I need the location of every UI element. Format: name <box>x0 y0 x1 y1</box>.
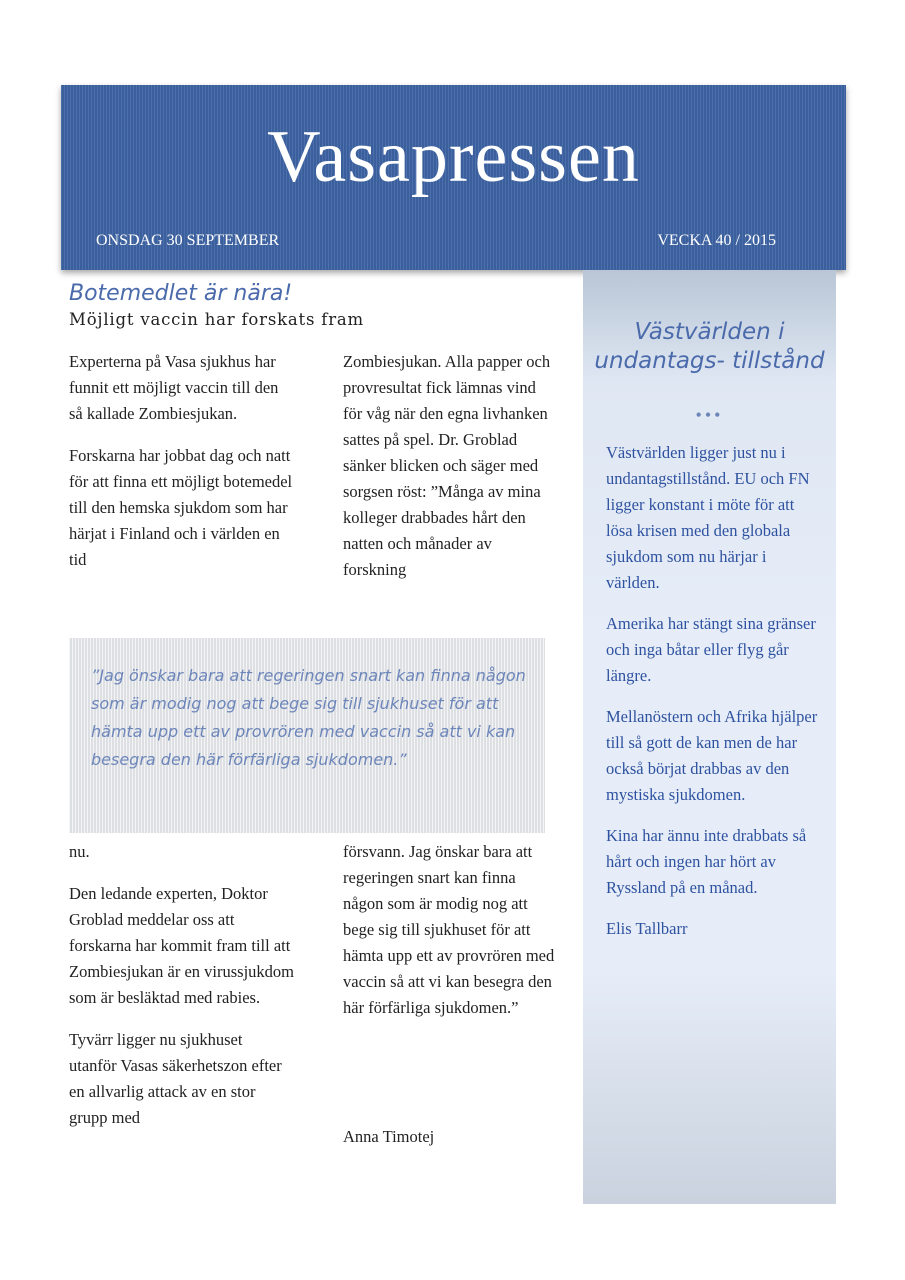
sidebar-author: Elis Tallbarr <box>606 919 688 938</box>
issue-week: VECKA 40 / 2015 <box>657 232 776 249</box>
sidebar-divider-dots: ••• <box>695 405 724 425</box>
sidebar-paragraph: Amerika har stängt sina gränser och inga båtar eller flyg går längre. <box>606 614 816 685</box>
article-subheadline: Möjligt vaccin har forskats fram <box>69 310 364 329</box>
sidebar-body <box>606 440 821 957</box>
article-column-1 <box>69 349 294 589</box>
sidebar-paragraph: Mellanöstern och Afrika hjälper till så gott de kan men de har också börjat drabbas av den mystiska sjukdomen. <box>606 707 818 804</box>
pull-quote <box>69 638 545 833</box>
sidebar <box>583 270 836 1204</box>
sidebar-paragraph: Kina har ännu inte drabbats så hårt och ingen har hört av Ryssland på en månad. <box>606 826 807 897</box>
article-paragraph: försvann. Jag önskar bara att regeringen snart kan finna någon som är modig nog att bege sig till sjukhuset för att hämta upp ett av provrören med vaccin så att vi kan besegra den här förfärliga sjukdomen.” <box>343 842 555 1017</box>
article-paragraph: Tyvärr ligger nu sjukhuset utanför Vasas säkerhetszon efter en allvarlig attack av en stor grupp med <box>69 1030 282 1127</box>
article-paragraph: Zombiesjukan. Alla papper och provresultat fick lämnas vind för våg när den egna livhanken sattes på spel. Dr. Groblad sänker blicken och säger med sorgsen röst: ”Många av mina kolleger drabbades hårt den natten och månader av forskning <box>343 352 551 579</box>
article-paragraph: Den ledande experten, Doktor Groblad meddelar oss att forskarna har kommit fram till att Zombiesjukan är en virussjukdom som är besläktad med rabies. <box>69 884 295 1007</box>
sidebar-paragraph: Västvärlden ligger just nu i undantagstillstånd. EU och FN ligger konstant i möte för att lösa krisen med den globala sjukdom som nu härjar i världen. <box>606 443 810 592</box>
article-author: Anna Timotej <box>343 1127 435 1146</box>
article-column-4 <box>343 839 555 1037</box>
pull-quote-text: ”Jag önskar bara att regeringen snart kan finna någon som är modig nog att bege sig till sjukhuset för att hämta upp ett av provrören med vaccin så att vi kan besegra den här förfärliga sjukdomen.” <box>91 666 526 769</box>
article-headline: Botemedlet är nära! <box>69 281 293 306</box>
newspaper-title: Vasapressen <box>267 116 640 198</box>
issue-date: ONSDAG 30 SEPTEMBER <box>96 232 280 249</box>
article-paragraph: Forskarna har jobbat dag och natt för att finna ett möjligt botemedel till den hemska sjukdom som har härjat i Finland och i världen en tid <box>69 446 293 569</box>
sidebar-title: Västvärlden i undantags- tillstånd <box>594 319 825 374</box>
article-paragraph: Experterna på Vasa sjukhus har funnit ett möjligt vaccin till den så kallade Zombiesjukan. <box>69 352 279 423</box>
masthead <box>61 85 846 270</box>
article-column-3 <box>69 839 294 1147</box>
article-column-2 <box>343 349 553 599</box>
article-paragraph: nu. <box>69 842 90 861</box>
